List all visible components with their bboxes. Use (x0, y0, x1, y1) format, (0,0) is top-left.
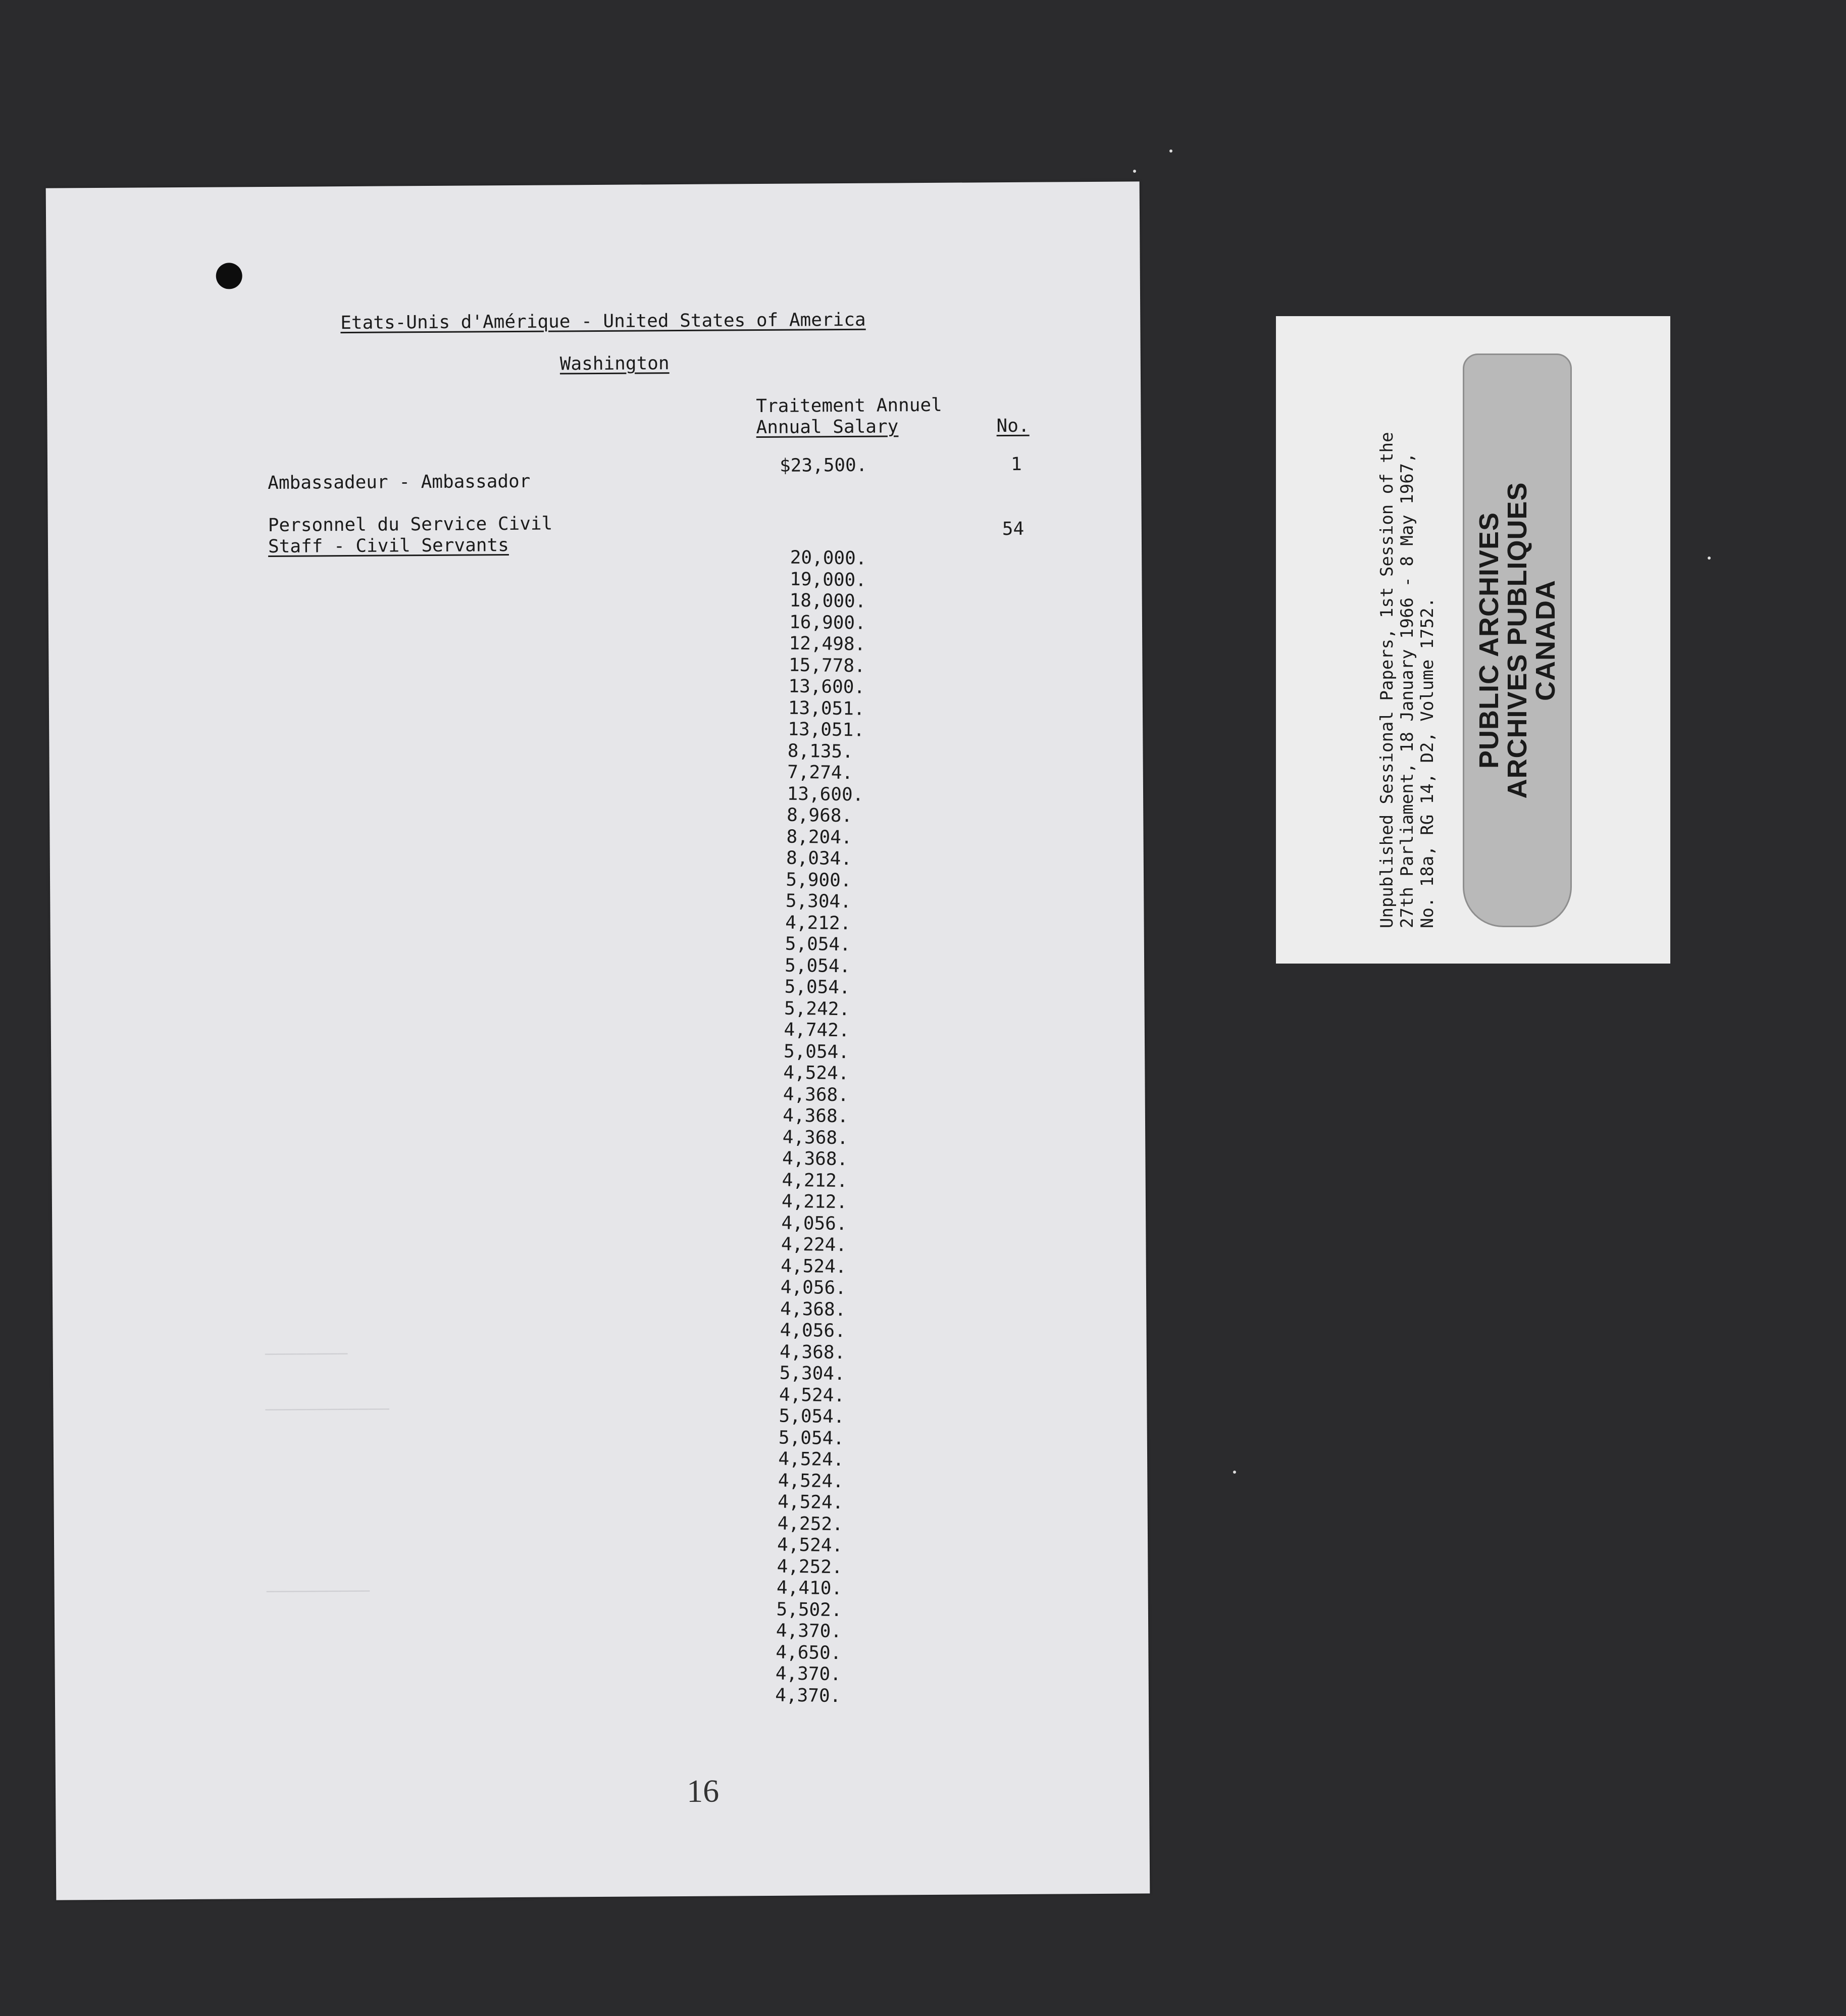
city-heading: Washington (559, 353, 670, 375)
salary-row: 4,650. (776, 1641, 842, 1664)
ambassador-count: 1 (1010, 453, 1022, 475)
salary-row: 12,498. (789, 633, 866, 655)
salary-row: 4,524. (781, 1255, 847, 1277)
punch-hole (216, 263, 242, 289)
archive-label-content (1276, 316, 1670, 964)
bleed-through-text: ———————————— (265, 1398, 390, 1420)
salary-row: 4,368. (783, 1105, 849, 1127)
staff-label-en: Staff - Civil Servants (268, 535, 509, 557)
salary-row: 4,056. (781, 1213, 847, 1234)
salary-row: 4,224. (781, 1234, 847, 1256)
salary-row: 4,524. (783, 1062, 849, 1084)
salary-row: 4,524. (779, 1384, 845, 1406)
salary-row: 4,370. (775, 1663, 842, 1685)
ambassador-salary: $23,500. (779, 455, 867, 476)
salary-row: 5,502. (776, 1598, 842, 1621)
salary-row: 4,524. (778, 1470, 844, 1492)
salary-row: 8,034. (786, 847, 852, 870)
public-archives-stamp (1463, 354, 1572, 927)
archive-label (1276, 316, 1670, 964)
salary-row: 4,368. (782, 1148, 848, 1170)
salary-row: 4,368. (782, 1127, 849, 1148)
archive-citation-line-1: Unpublished Sessional Papers, 1st Session of the (1377, 432, 1397, 928)
salary-row: 4,368. (780, 1298, 846, 1320)
stamp-line: CANADA (1530, 580, 1561, 701)
salary-row: 13,051. (788, 697, 865, 720)
salary-row: 4,056. (780, 1320, 846, 1342)
bleed-through-text: ———————— (265, 1343, 348, 1364)
archive-citation-line-3: No. 18a, RG 14, D2, Volume 1752. (1417, 597, 1438, 928)
salary-row: 4,368. (783, 1084, 849, 1105)
salary-row: 5,242. (784, 998, 850, 1020)
salary-row: 4,524. (778, 1491, 844, 1514)
salary-row: 16,900. (789, 612, 866, 634)
salary-row: 19,000. (789, 569, 867, 591)
salary-row: 5,304. (779, 1363, 845, 1385)
salary-row: 13,600. (788, 676, 865, 698)
stamp-line: PUBLIC ARCHIVES (1474, 512, 1504, 769)
salary-row: 8,135. (787, 740, 854, 762)
salary-row: 4,252. (777, 1555, 843, 1578)
salary-row: 5,900. (786, 869, 852, 891)
salary-row: 4,742. (784, 1019, 850, 1041)
salary-row: 4,524. (777, 1534, 843, 1556)
salary-row: 5,054. (783, 1041, 850, 1063)
salary-row: 5,054. (784, 955, 851, 977)
document-title: Etats-Unis d'Amérique - United States of America (340, 309, 866, 334)
salary-row: 4,212. (781, 1191, 848, 1213)
salary-row: 5,304. (785, 890, 852, 913)
salary-row: 8,968. (786, 804, 853, 827)
salary-row: 15,778. (788, 654, 865, 677)
salary-row: 5,054. (778, 1427, 845, 1449)
staff-label-fr: Personnel du Service Civil (268, 513, 553, 536)
salary-header-fr: Traitement Annuel (756, 394, 942, 417)
salary-row: 13,051. (788, 719, 865, 741)
number-header: No. (996, 415, 1030, 437)
salary-row: 20,000. (790, 547, 867, 569)
document-page (46, 181, 1150, 1900)
salary-row: 5,054. (784, 976, 850, 998)
stamp-line: ARCHIVES PUBLIQUES (1502, 482, 1532, 799)
salary-row: 4,212. (782, 1170, 848, 1191)
salary-row: 18,000. (789, 590, 866, 612)
salary-row: 4,212. (785, 912, 851, 934)
salary-row: 13,600. (787, 783, 864, 805)
salary-row: 4,370. (775, 1684, 841, 1706)
salary-list (775, 547, 921, 1708)
salary-row: 5,054. (779, 1405, 845, 1428)
salary-row: 4,056. (780, 1277, 847, 1299)
bleed-through-text: —————————— (266, 1580, 370, 1601)
salary-row: 4,410. (776, 1577, 843, 1599)
salary-row: 4,524. (778, 1448, 844, 1471)
salary-row: 8,204. (786, 826, 852, 848)
page-number: 16 (686, 1773, 720, 1809)
salary-row: 4,368. (779, 1341, 846, 1363)
ambassador-label: Ambassadeur - Ambassador (268, 471, 531, 493)
salary-row: 4,252. (777, 1513, 844, 1535)
salary-row: 7,274. (787, 762, 853, 784)
salary-row: 5,054. (785, 933, 851, 955)
salary-header-en: Annual Salary (756, 416, 899, 438)
salary-row: 4,370. (776, 1620, 842, 1642)
archive-citation-line-2: 27th Parliament, 18 January 1966 - 8 May 1967, (1397, 452, 1417, 928)
staff-count: 54 (1002, 518, 1024, 540)
